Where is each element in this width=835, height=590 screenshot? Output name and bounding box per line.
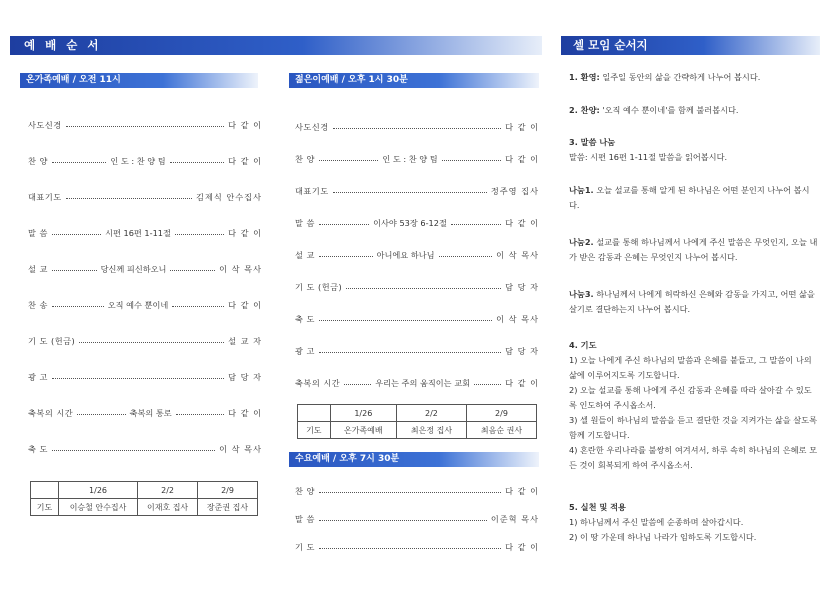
row-label: 사도신경 (295, 122, 329, 132)
row-leader: 다 같 이 (505, 378, 539, 388)
row-label: 말 씀 (28, 228, 48, 238)
duty-corner (31, 482, 59, 499)
row-label: 말 씀 (295, 218, 315, 228)
cell-step-prayer (569, 338, 819, 473)
row-label: 축복의 시간 (28, 408, 74, 418)
row-leader: 이 삭 목사 (496, 314, 539, 324)
duty-date: 2/9 (198, 482, 258, 499)
row-detail: 우리는 주의 움직이는 교회 (375, 378, 471, 388)
row-leader: 정주영 집사 (490, 186, 539, 196)
step-text: 오늘 설교를 통해 알게 된 하나님은 어떤 분인지 나누어 봅시다. (569, 185, 810, 210)
row-leader: 담 당 자 (505, 346, 539, 356)
row-detail: 당신께 피신하오니 (100, 264, 167, 274)
duty-name: 온가족예배 (330, 422, 396, 439)
step-heading: 나눔1. (569, 185, 594, 195)
row-label: 축복의 시간 (295, 378, 341, 388)
practice-item: 1) 하나님께서 주신 말씀에 순종하며 살아갑시다. (569, 517, 744, 527)
row-label: 광 고 (28, 372, 48, 382)
program-row (28, 444, 262, 455)
row-leader: 설 교 자 (228, 336, 262, 346)
duty-date: 2/9 (466, 405, 536, 422)
row-leader: 이 삭 목사 (219, 444, 262, 454)
row-leader: 다 같 이 (228, 408, 262, 418)
step-text: 말씀: 시편 16편 1-11절 말씀을 읽어봅시다. (569, 152, 728, 162)
row-leader: 다 같 이 (505, 486, 539, 496)
program-row (295, 514, 539, 525)
row-leader: 담 당 자 (228, 372, 262, 382)
program-row (295, 346, 539, 357)
row-label: 찬 송 (28, 300, 48, 310)
program-row (28, 120, 262, 131)
row-leader: 김제식 안수집사 (196, 192, 262, 202)
duty-date: 2/2 (396, 405, 466, 422)
prayer-item: 4) 혼란한 우리나라를 불쌍히 여겨셔서, 하루 속히 하나님의 은혜로 모든 것이 회복되게 하여 주시옵소서. (569, 445, 817, 470)
row-detail: 아니에요 하나님 (376, 250, 435, 260)
duty-date: 2/2 (138, 482, 198, 499)
youth-service-title: 젊은이예배 / 오후 1시 30분 (289, 73, 539, 88)
row-leader: 다 같 이 (505, 542, 539, 552)
row-label: 축 도 (295, 314, 315, 324)
row-leader: 담 당 자 (505, 282, 539, 292)
row-label: 사도신경 (28, 120, 62, 130)
row-label: 설 교 (28, 264, 48, 274)
row-detail: 이사야 53장 6-12절 (373, 218, 447, 228)
row-label: 찬 양 (295, 486, 315, 496)
row-leader: 다 같 이 (505, 218, 539, 228)
worship-order-banner: 예 배 순 서 (10, 36, 542, 55)
row-label: 기 도 (헌금) (28, 336, 76, 346)
row-label: 기 도 (헌금) (295, 282, 343, 292)
step-heading: 나눔2. (569, 237, 594, 247)
row-leader: 다 같 이 (228, 300, 262, 310)
step-text: 하나님께서 나에게 허락하신 은혜와 감동을 가지고, 어떤 삶을 살기로 결단하는지 나누어 봅시다. (569, 289, 815, 314)
cell-meeting-banner: 셀 모임 순서지 (561, 36, 820, 55)
step-heading: 3. 말씀 나눔 (569, 137, 616, 147)
step-text: 설교를 통해 하나님께서 나에게 주신 말씀은 무엇인지, 오늘 내가 받은 감동과 은혜는 무엇인지 나누어 봅시다. (569, 237, 818, 262)
row-leader: 다 같 이 (505, 122, 539, 132)
row-leader: 이 삭 목사 (496, 250, 540, 260)
program-row (28, 336, 262, 347)
row-label: 찬 양 (28, 156, 48, 166)
cell-sharing-3 (569, 287, 819, 317)
row-leader: 다 같 이 (505, 154, 539, 164)
row-leader: 다 같 이 (228, 228, 263, 238)
program-row (295, 186, 539, 197)
step-text: 일주일 동안의 삶을 간략하게 나누어 봅시다. (599, 72, 761, 82)
row-label: 찬 양 (295, 154, 315, 164)
cell-step-welcome (569, 70, 819, 85)
program-row (295, 542, 539, 553)
prayer-item: 2) 오늘 설교를 통해 나에게 주신 감동과 은혜를 따라 살아갈 수 있도록 인도하여 주시옵소서. (569, 385, 812, 410)
row-label: 설 교 (295, 250, 315, 260)
program-row (295, 486, 539, 497)
step-heading: 1. 환영: (569, 72, 600, 82)
row-label: 축 도 (28, 444, 48, 454)
duty-date: 1/26 (58, 482, 137, 499)
row-detail: 오직 예수 뿐이네 (107, 300, 169, 310)
step-heading: 나눔3. (569, 289, 594, 299)
program-row (295, 250, 539, 261)
row-label: 말 씀 (295, 514, 315, 524)
program-row (28, 192, 262, 203)
row-leader: 이 삭 목사 (219, 264, 262, 274)
duty-name: 이재호 집사 (138, 499, 198, 516)
cell-step-word (569, 135, 819, 165)
program-row (295, 218, 539, 229)
duty-name: 최은정 집사 (396, 422, 466, 439)
row-detail: 인 도 : 찬 양 팀 (110, 156, 166, 166)
program-row (295, 378, 539, 389)
duty-label: 기도 (298, 422, 331, 439)
program-row (295, 314, 539, 325)
program-row (295, 122, 539, 133)
row-label: 기 도 (295, 542, 315, 552)
program-row (28, 300, 262, 311)
row-leader: 다 같 이 (228, 156, 262, 166)
step-text: '오직 예수 뿐이네'를 함께 불러봅시다. (599, 105, 739, 115)
morning-service-title: 온가족예배 / 오전 11시 (20, 73, 258, 88)
program-row (295, 282, 539, 293)
wednesday-service-title: 수요예배 / 오후 7시 30분 (289, 452, 539, 467)
step-heading: 5. 실천 및 적용 (569, 502, 626, 512)
row-leader: 다 같 이 (228, 120, 262, 130)
practice-item: 2) 이 땅 가운데 하나님 나라가 임하도록 기도합시다. (569, 532, 757, 542)
step-heading: 4. 기도 (569, 340, 597, 350)
row-label: 광 고 (295, 346, 315, 356)
prayer-item: 3) 셀 원들이 하나님의 말씀을 듣고 결단한 것을 지켜가는 삶을 살도록 함께 기도합니다. (569, 415, 817, 440)
step-heading: 2. 찬양: (569, 105, 600, 115)
program-row (28, 408, 262, 419)
cell-step-praise (569, 103, 819, 118)
row-detail: 인 도 : 찬 양 팀 (382, 154, 438, 164)
duty-name: 이승철 안수집사 (58, 499, 137, 516)
duty-name: 최음순 권사 (466, 422, 536, 439)
row-detail: 시편 16편 1-11절 (105, 228, 171, 238)
program-row (28, 156, 262, 167)
cell-sharing-2 (569, 235, 819, 265)
program-row (28, 228, 262, 239)
prayer-duty-table (30, 481, 258, 516)
cell-sharing-1 (569, 183, 819, 213)
row-leader: 이준혁 목사 (490, 514, 539, 524)
row-label: 대표기도 (295, 186, 329, 196)
program-row (295, 154, 539, 165)
duty-name: 장준권 집사 (198, 499, 258, 516)
program-row (28, 372, 262, 383)
row-detail: 축복의 통로 (129, 408, 172, 418)
duty-date: 1/26 (330, 405, 396, 422)
program-row (28, 264, 262, 275)
prayer-duty-table (297, 404, 537, 439)
duty-corner (298, 405, 331, 422)
duty-label: 기도 (31, 499, 59, 516)
row-label: 대표기도 (28, 192, 62, 202)
cell-step-practice (569, 500, 819, 545)
prayer-item: 1) 오늘 나에게 주신 하나님의 말씀과 은혜를 붙들고, 그 말씀이 나의 삶에 이루어지도록 기도합니다. (569, 355, 812, 380)
